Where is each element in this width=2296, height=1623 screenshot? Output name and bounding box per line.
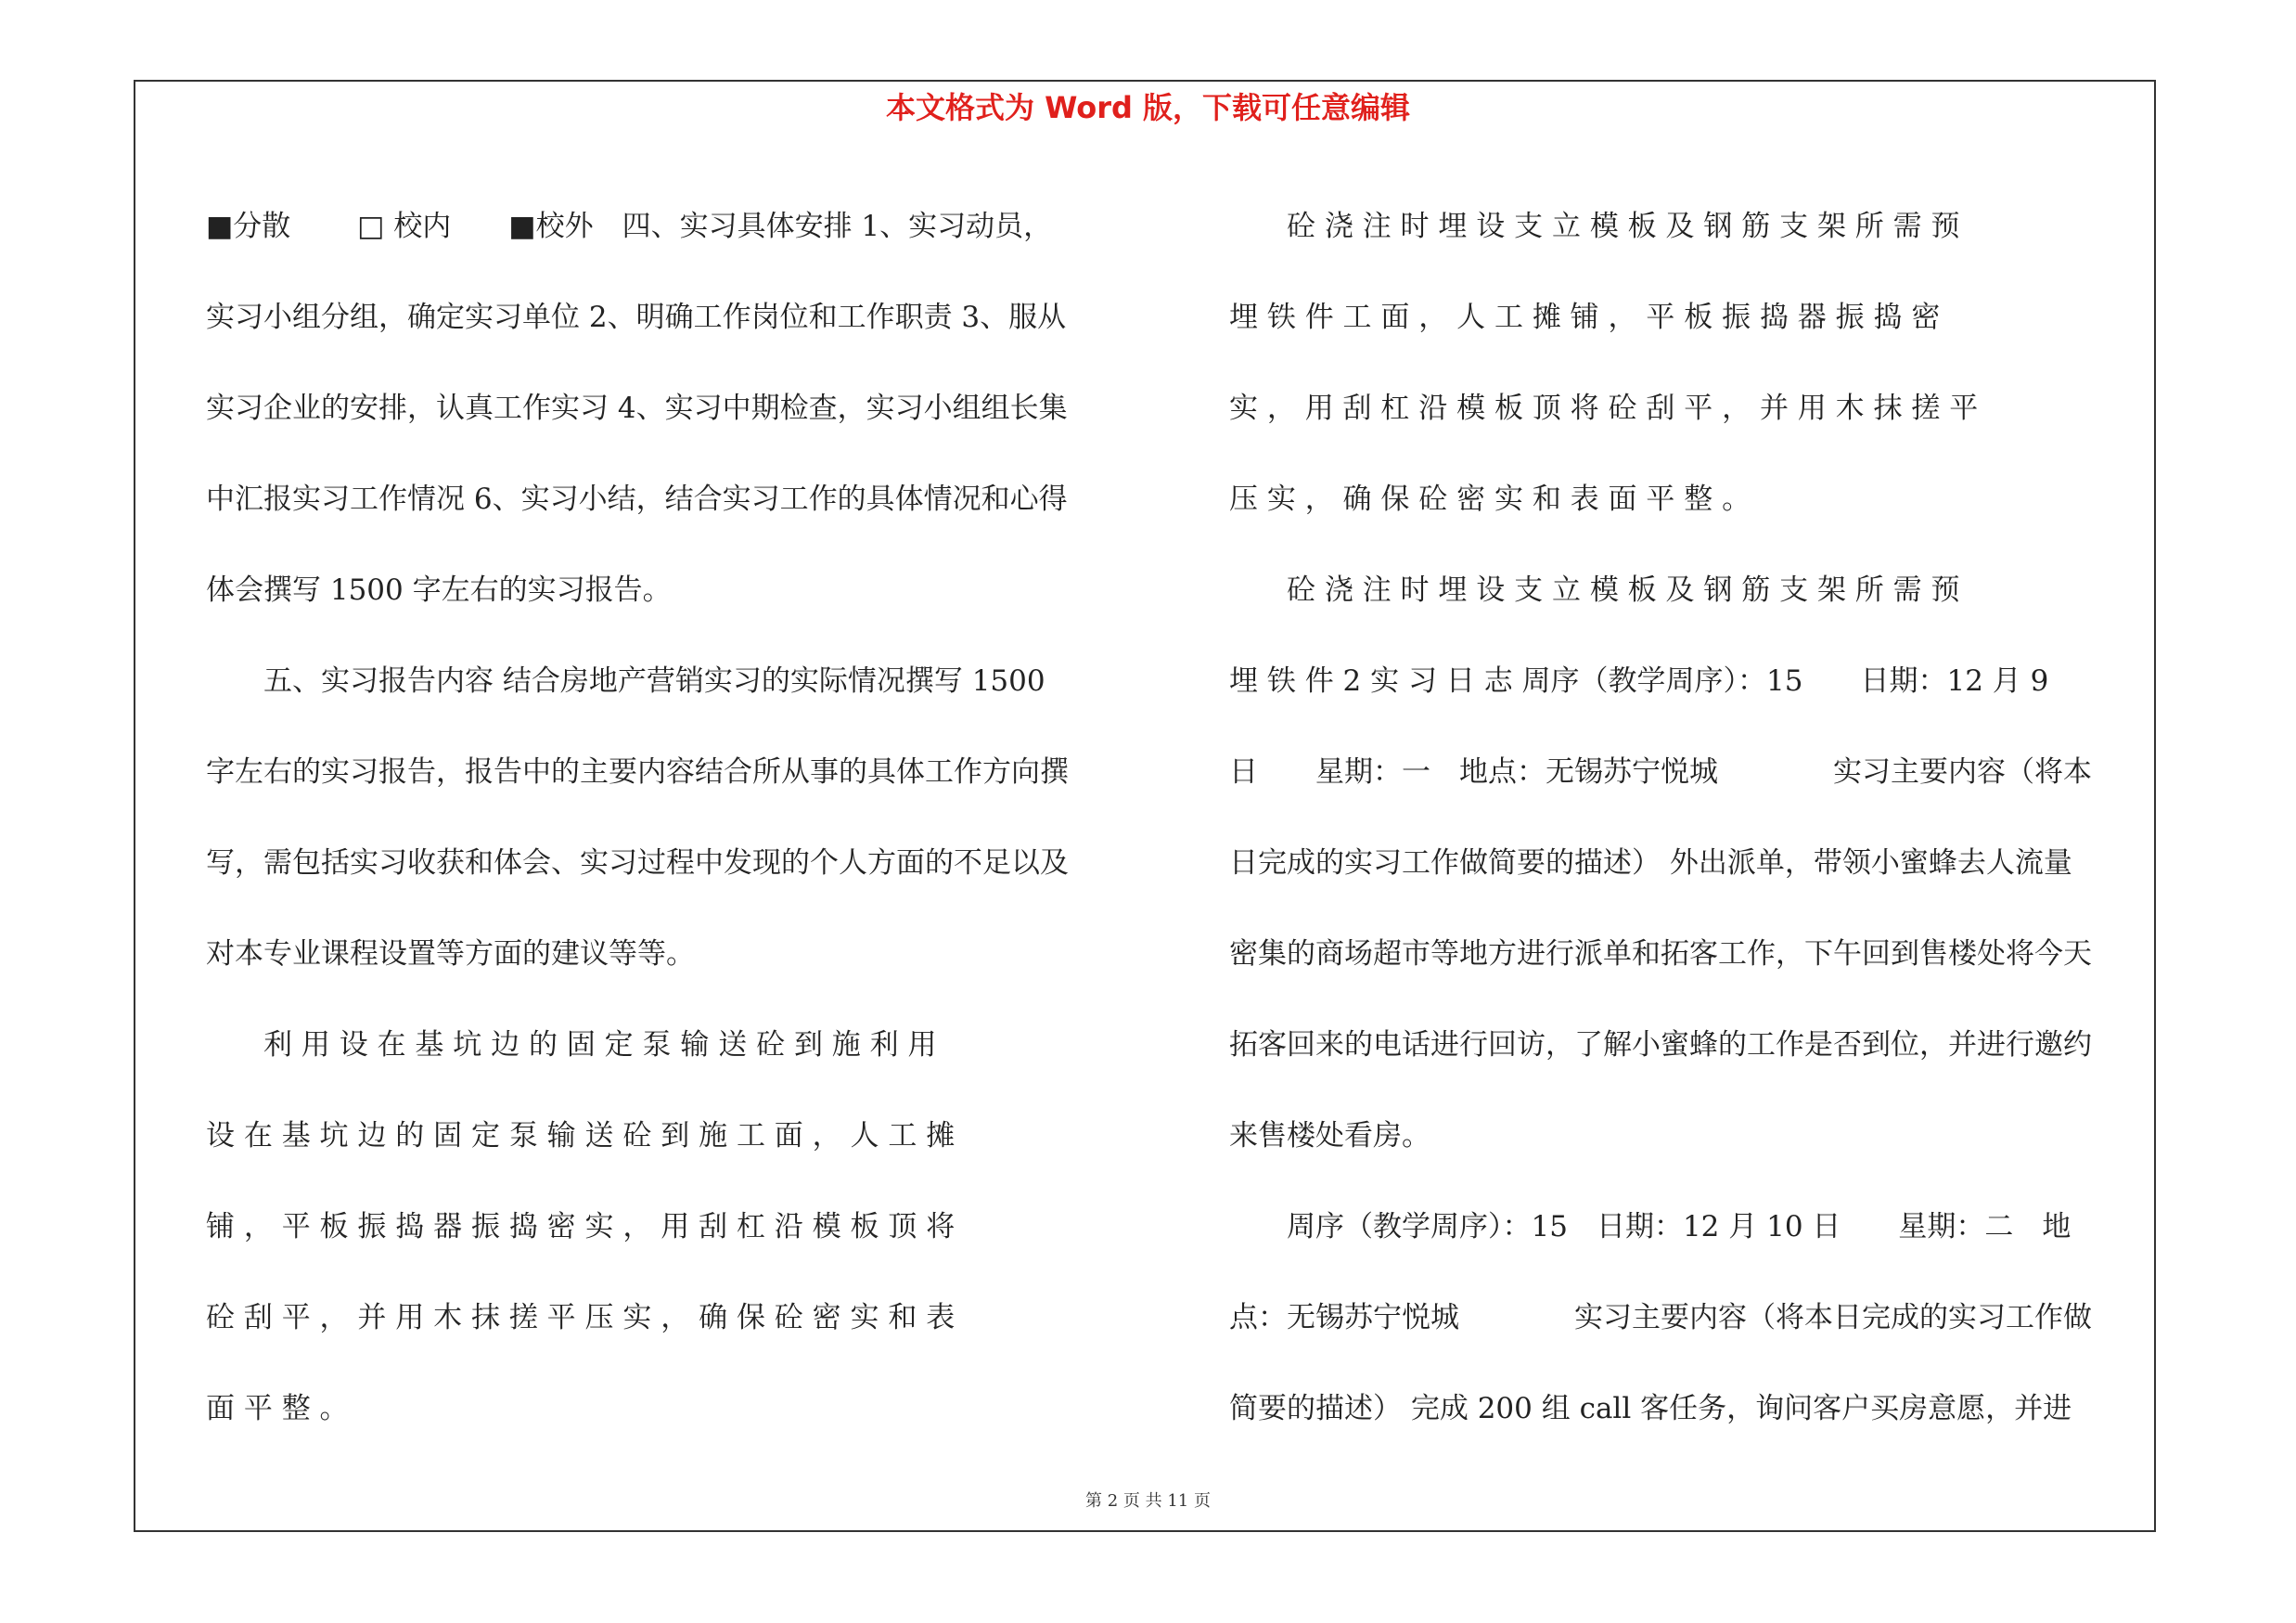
text-line: 对本专业课程设置等方面的建议等等。 — [206, 937, 695, 971]
text-line: 写，需包括实习收获和体会、实习过程中发现的个人方面的不足以及 — [206, 846, 1069, 880]
text-line: 实 ， 用 刮 杠 沿 模 板 顶 将 砼 刮 平 ， 并 用 木 抹 搓 平 — [1229, 392, 1979, 425]
text-line: 日 星期：一 地点：无锡苏宁悦城 实习主要内容（将本 — [1229, 755, 2092, 789]
format-banner: 本文格式为 Word 版，下载可任意编辑 — [885, 90, 1411, 125]
text-line: 日完成的实习工作做简要的描述） 外出派单，带领小蜜蜂去人流量 — [1229, 846, 2072, 880]
text-line: 压 实 ， 确 保 砼 密 实 和 表 面 平 整 。 — [1229, 483, 1751, 516]
text-line: 砼 浇 注 时 埋 设 支 立 模 板 及 钢 筋 支 架 所 需 预 — [1229, 210, 1960, 243]
text-line: 埋 铁 件 工 面 ， 人 工 摊 铺 ， 平 板 振 捣 器 振 捣 密 — [1229, 301, 1941, 334]
text-line: 面 平 整 。 — [206, 1392, 349, 1425]
text-line: 利 用 设 在 基 坑 边 的 固 定 泵 输 送 砼 到 施 利 用 — [206, 1028, 937, 1062]
text-line: 拓客回来的电话进行回访，了解小蜜蜂的工作是否到位，并进行邀约 — [1229, 1028, 2092, 1062]
text-line: 密集的商场超市等地方进行派单和拓客工作，下午回到售楼处将今天 — [1229, 937, 2092, 971]
text-line: 中汇报实习工作情况 6、实习小结，结合实习工作的具体情况和心得 — [206, 483, 1068, 516]
right-column — [1229, 181, 2157, 1454]
left-column — [206, 181, 1134, 1454]
text-line: ■分散 □ 校内 ■校外 四、实习具体安排 1、实习动员， — [206, 210, 1053, 243]
text-line: 字左右的实习报告，报告中的主要内容结合所从事的具体工作方向撰 — [206, 755, 1069, 789]
text-line: 五、实习报告内容 结合房地产营销实习的实际情况撰写 1500 — [206, 664, 1045, 698]
text-line: 来售楼处看房。 — [1229, 1119, 1430, 1153]
text-line: 周序（教学周序）：15 日期：12 月 10 日 星期：二 地 — [1229, 1210, 2072, 1243]
page-number-footer: 第 2 页 共 11 页 — [1085, 1491, 1211, 1511]
text-line: 铺 ， 平 板 振 捣 器 振 捣 密 实 ， 用 刮 杠 沿 模 板 顶 将 — [206, 1210, 956, 1243]
text-line: 实习小组分组，确定实习单位 2、明确工作岗位和工作职责 3、服从 — [206, 301, 1067, 334]
text-line: 简要的描述） 完成 200 组 call 客任务，询问客户买房意愿，并进 — [1229, 1392, 2072, 1425]
text-line: 体会撰写 1500 字左右的实习报告。 — [206, 573, 672, 607]
text-line: 设 在 基 坑 边 的 固 定 泵 输 送 砼 到 施 工 面 ， 人 工 摊 — [206, 1119, 956, 1153]
text-line: 砼 刮 平 ， 并 用 木 抹 搓 平 压 实 ， 确 保 砼 密 实 和 表 — [206, 1301, 956, 1334]
text-line: 点：无锡苏宁悦城 实习主要内容（将本日完成的实习工作做 — [1229, 1301, 2092, 1334]
text-line: 实习企业的安排，认真工作实习 4、实习中期检查，实习小组组长集 — [206, 392, 1068, 425]
text-line: 砼 浇 注 时 埋 设 支 立 模 板 及 钢 筋 支 架 所 需 预 — [1229, 573, 1960, 607]
text-line: 埋 铁 件 2 实 习 日 志 周序（教学周序）：15 日期：12 月 9 — [1229, 664, 2049, 698]
